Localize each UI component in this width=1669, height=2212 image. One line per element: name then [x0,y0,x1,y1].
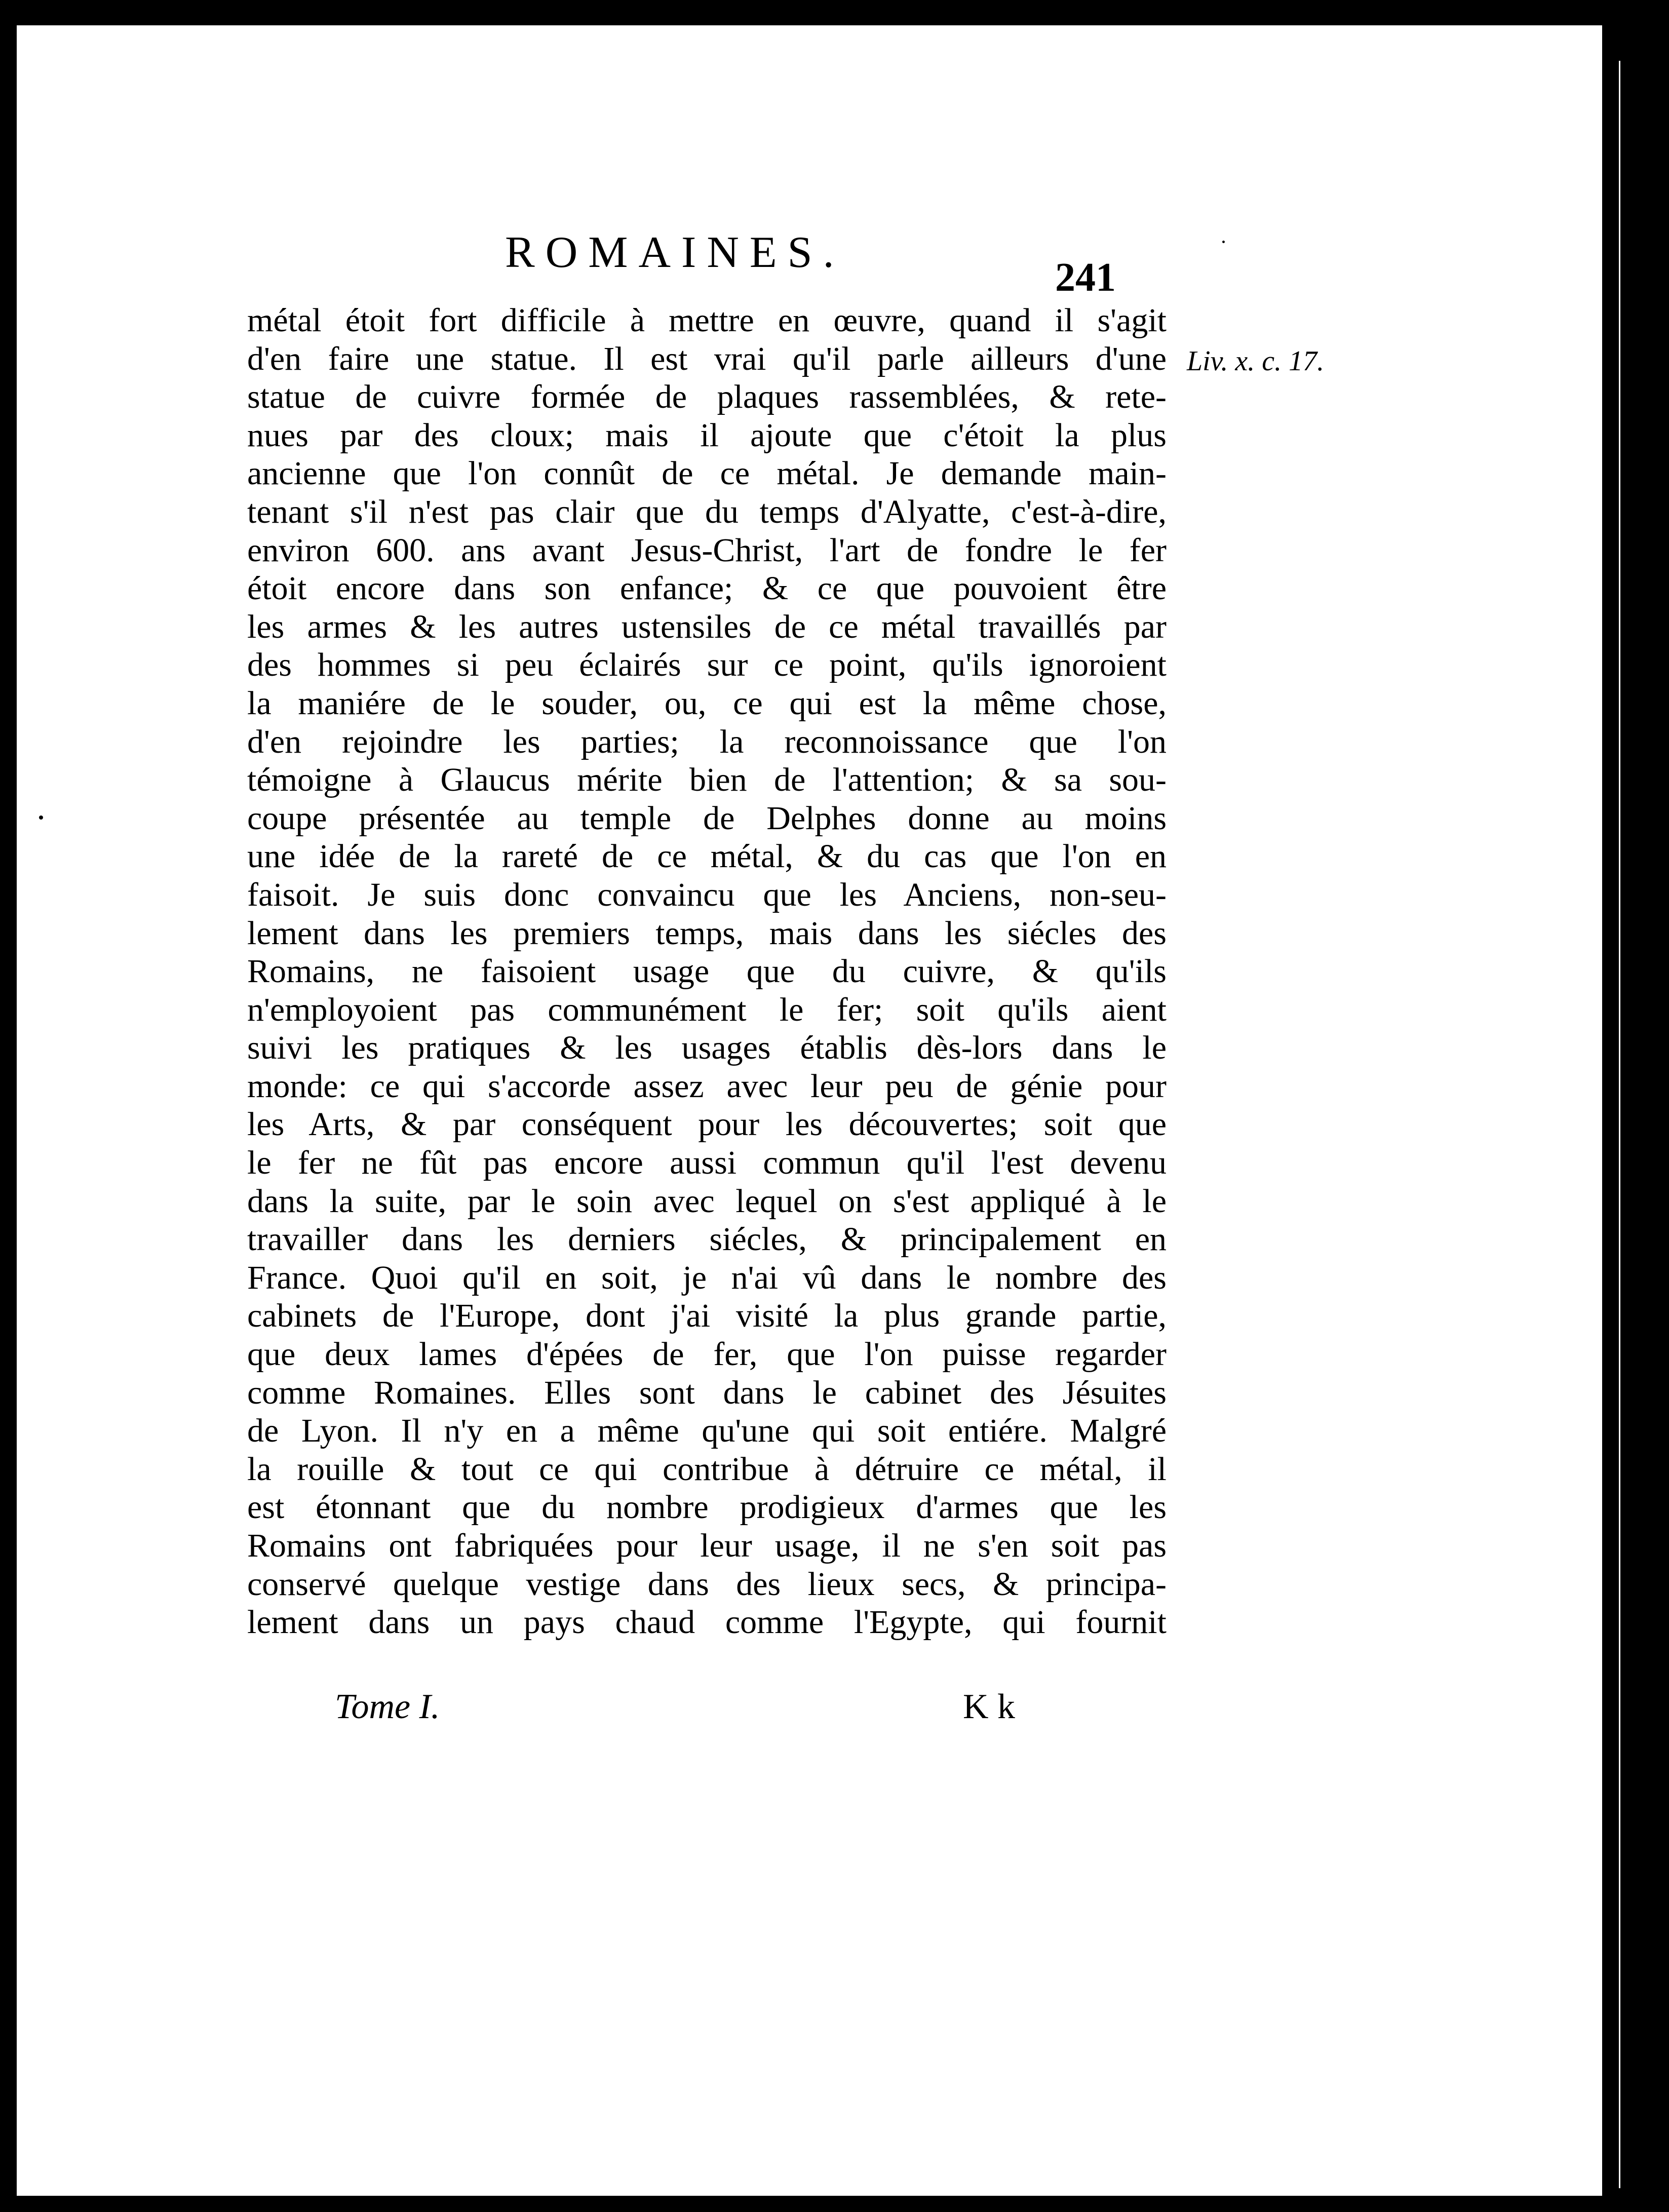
text-line: comme Romaines. Elles sont dans le cabinet des Jésuites [247,1374,1167,1411]
text-line: métal étoit fort difficile à mettre en œuvre, quand il s'agit [247,302,1167,339]
text-line: lement dans les premiers temps, mais dans les siécles des [247,914,1167,952]
text-line: la maniére de le souder, ou, ce qui est la même chose, [247,684,1167,722]
text-line: suivi les pratiques & les usages établis dès-lors dans le [247,1029,1167,1067]
text-line: d'en faire une statue. Il est vrai qu'il parle ailleurs d'une [247,340,1167,377]
text-line: coupe présentée au temple de Delphes donne au moins [247,799,1167,837]
running-title: ROMAINES. [505,228,845,277]
text-line: dans la suite, par le soin avec lequel on s'est appliqué à le [247,1182,1167,1220]
text-line: d'en rejoindre les parties; la reconnoissance que l'on [247,723,1167,760]
text-line: cabinets de l'Europe, dont j'ai visité la plus grande partie, [247,1297,1167,1335]
text-line: faisoit. Je suis donc convaincu que les Anciens, non-seu- [247,876,1167,913]
text-line: France. Quoi qu'il en soit, je n'ai vû dans le nombre des [247,1259,1167,1296]
page-number: 241 [1055,255,1116,300]
text-line: que deux lames d'épées de fer, que l'on puisse regarder [247,1336,1167,1373]
text-line: nues par des cloux; mais il ajoute que c'étoit la plus [247,416,1167,454]
text-line: les armes & les autres ustensiles de ce métal travaillés par [247,608,1167,645]
text-line: est étonnant que du nombre prodigieux d'armes que les [247,1489,1167,1526]
text-line: témoigne à Glaucus mérite bien de l'attention; & sa sou- [247,761,1167,799]
footer-signature: K k [963,1687,1016,1726]
text-line: lement dans un pays chaud comme l'Egypte, qui fournit [247,1604,1167,1641]
text-line: le fer ne fût pas encore aussi commun qu'il l'est devenu [247,1144,1167,1182]
text-line: Romains ont fabriquées pour leur usage, il ne s'en soit pas [247,1527,1167,1564]
text-line: Romains, ne faisoient usage que du cuivre, & qu'ils [247,953,1167,990]
text-line: de Lyon. Il n'y en a même qu'une qui soit entiére. Malgré [247,1412,1167,1450]
text-line: la rouille & tout ce qui contribue à détruire ce métal, il [247,1450,1167,1488]
ink-speck [1222,241,1225,243]
text-line: des hommes si peu éclairés sur ce point, qu'ils ignoroient [247,646,1167,684]
book-page [17,25,1602,2196]
text-line: environ 600. ans avant Jesus-Christ, l'art de fondre le fer [247,531,1167,569]
margin-note: Liv. x. c. 17. [1187,345,1325,377]
scan-edge-line [1619,61,1620,2188]
body-text [247,301,1167,1642]
text-line: n'employoient pas communément le fer; soit qu'ils aient [247,991,1167,1028]
text-line: les Arts, & par conséquent pour les découvertes; soit que [247,1106,1167,1143]
text-line: conservé quelque vestige dans des lieux secs, & principa- [247,1565,1167,1603]
text-line: ancienne que l'on connût de ce métal. Je demande main- [247,455,1167,492]
text-line: étoit encore dans son enfance; & ce que pouvoient être [247,570,1167,607]
text-line: travailler dans les derniers siécles, & principalement en [247,1221,1167,1258]
text-line: monde: ce qui s'accorde assez avec leur peu de génie pour [247,1067,1167,1105]
text-line: statue de cuivre formée de plaques rassemblées, & rete- [247,378,1167,416]
text-line: tenant s'il n'est pas clair que du temps d'Alyatte, c'est-à-dire, [247,493,1167,530]
ink-speck [39,816,43,820]
footer-volume: Tome I. [335,1687,440,1726]
text-line: une idée de la rareté de ce métal, & du cas que l'on en [247,838,1167,875]
scan-border [1608,0,1669,2212]
